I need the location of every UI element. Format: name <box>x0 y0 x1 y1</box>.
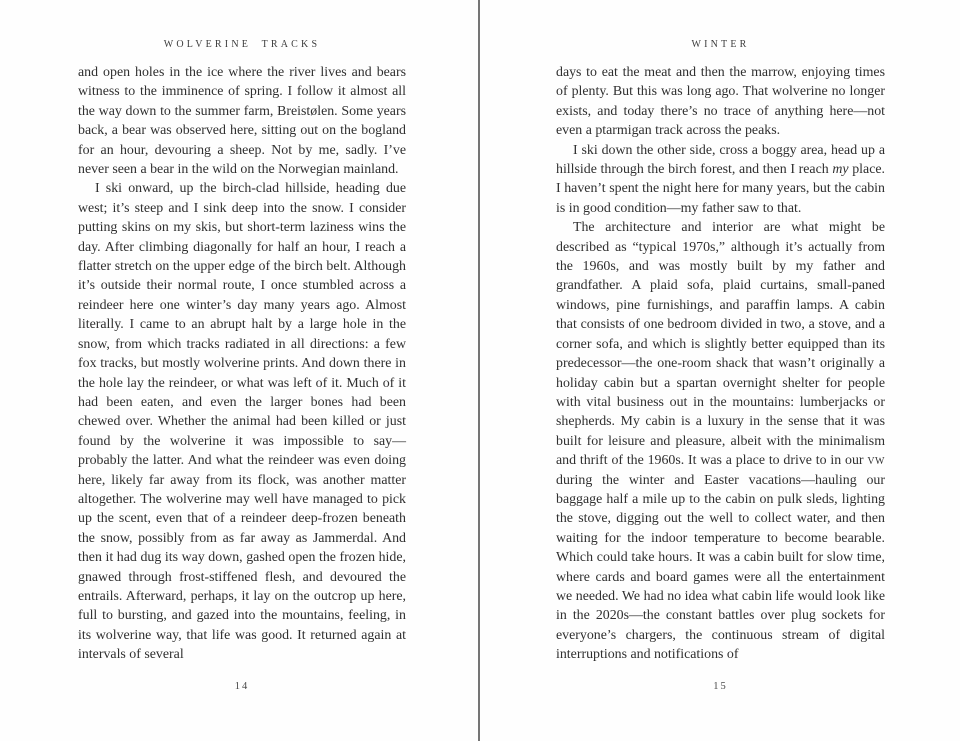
left-running-header: WOLVERINE TRACKS <box>163 39 321 50</box>
page-gutter-divider <box>478 0 480 741</box>
text-run: I ski down the other side, cross a boggy area, head up a hillside through the birch forest, and then I reach <box>556 142 885 178</box>
text-run: days to eat the meat and then the marrow, enjoying times of plenty. But this was long ago. That wolverine no longer exists, and today there’s no trace of anything here—not even a ptarmigan track across the peaks. <box>556 65 885 139</box>
text-run: place. I haven’t spent the night here for many years, but the cabin is in good condition—my father saw to that. <box>556 162 885 216</box>
paragraph <box>78 63 406 179</box>
right-running-header: WINTER <box>691 39 750 50</box>
right-page-number: 15 <box>713 681 728 692</box>
small-caps-text-run: vw <box>867 453 885 469</box>
paragraph <box>556 141 885 219</box>
paragraph <box>556 63 885 141</box>
paragraph <box>78 179 406 664</box>
left-page-number: 14 <box>234 681 250 692</box>
text-run: during the winter and Easter vacations—hauling our baggage half a mile up to the cabin on pulk sleds, lighting the stove, digging out the well to collect water, and then waiting for the indoor temperature to become bearable. Which could take hours. It was a cabin built for slow time, where cards and board games were all the entertainment we needed. We had no idea what cabin life would look like in the 2020s—the constant battles over plug sockets for everyone’s chargers, the continuous stream of digital interruptions and notifications of <box>556 472 885 663</box>
left-text-block <box>78 63 406 663</box>
italic-text-run: my <box>832 162 849 178</box>
paragraph <box>556 218 885 664</box>
text-run: I ski onward, up the birch-clad hillside, heading due west; it’s steep and I sink deep into the snow. I consider putting skins on my skis, but short-term laziness wins the day. After climbing diagonally for half an hour, I reach a flatter stretch on the upper edge of the birch belt. Although it’s outside their normal route, I once stumbled across a reindeer here one winter’s day many years ago. Almost literally. I came to an abrupt halt by a large hole in the snow, from which tracks radiated in all directions: a few fox tracks, but mostly wolverine prints. And down there in the hole lay the reindeer, or what was left of it. Much of it had been eaten, and even the larger bones had been chewed over. Whether the animal had been killed or just found by the wolverine it was impossible to say—probably the latter. And what the reindeer was even doing here, likely far away from its flock, was another matter altogether. The wolverine may well have managed to pick up the scent, even that of a reindeer deep-frozen beneath the snow, possibly from as far away as Jammerdal. And then it had dug its way down, gashed open the frozen hide, gnawed through frost-stiffened flesh, and devoured the entrails. Afterward, perhaps, it lay on the outcrop up here, full to bursting, and gazed into the mountains, feeling, in its wolverine way, that life was good. It returned again at intervals of several <box>78 181 406 663</box>
text-run: and open holes in the ice where the river lives and bears witness to the imminence of spring. I follow it almost all the way down to the summer farm, Breistølen. Some years back, a bear was observed here, sitting out on the bogland for an hour, devouring a sheep. Not by me, sadly. I’ve never seen a bear in the wild on the Norwegian mainland. <box>78 65 406 178</box>
right-text-block <box>556 63 885 663</box>
text-run: The architecture and interior are what might be described as “typical 1970s,” although it’s actually from the 1960s, and was mostly built by my father and grandfather. A plaid sofa, plaid curtains, small-paned windows, pine furnishings, and paraffin lamps. A cabin that consists of one bedroom divided in two, a stove, and a corner sofa, and which is slightly better equipped than its predecessor—the one-room shack that wasn’t originally a holiday cabin but a spartan overnight shelter for people with vital business out in the mountains: lumberjacks or shepherds. My cabin is a luxury in the sense that it was built for leisure and pleasure, albeit with the minimalism and thrift of the 1960s. It was a place to drive to in our <box>556 220 885 469</box>
